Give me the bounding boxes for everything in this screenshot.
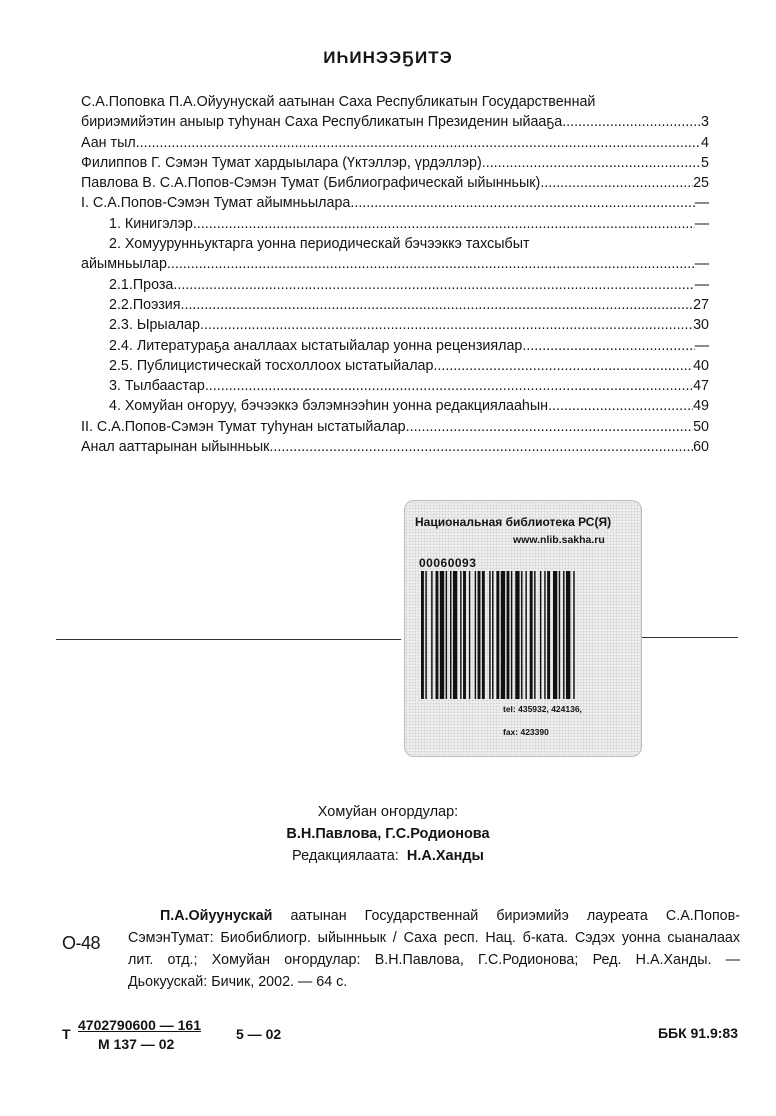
- barcode-bar: [511, 571, 512, 699]
- imprint-denominator: М 137 — 02: [98, 1036, 175, 1052]
- compilers-names: [0, 826, 776, 842]
- barcode-bar: [525, 571, 526, 699]
- barcode-bar: [559, 571, 560, 699]
- barcode-bar: [460, 571, 461, 699]
- dot-leader: [167, 254, 695, 274]
- barcode-bar: [540, 571, 541, 699]
- toc-page-number: 25: [693, 175, 709, 192]
- dot-leader: [482, 153, 701, 173]
- library-fax: fax: 423390: [503, 727, 549, 737]
- barcode-bar: [463, 571, 466, 699]
- toc-entry-label: Анал ааттарынан ыйынньык: [81, 439, 270, 456]
- record-text: аатынан Государственнай бириэмийэ лауреата С.А.Попов-СэмэнТумат: Биобиблиогр. ыйынньык / Саха респ. Нац. б-ката. Сэдэх уонна сыаналаах лит. отд.; Хомуйан оҥордулар: В.Н.Павлова, Г.С.Родионова; Ред. Н.А.Ханды. — Дьокуускай: Бичик, 2002. — 64 с.: [128, 908, 740, 990]
- barcode-bar: [507, 571, 510, 699]
- barcode-bar: [530, 571, 533, 699]
- toc-page-number: 50: [693, 418, 709, 435]
- dot-leader: [205, 376, 693, 396]
- dot-leader: [136, 133, 701, 153]
- record-author: П.А.Ойуунускай: [160, 908, 273, 924]
- barcode-bar: [425, 571, 426, 699]
- barcode-bar: [482, 571, 485, 699]
- toc-entry-periodicals: [81, 254, 709, 274]
- barcode-bar: [475, 571, 476, 699]
- table-of-contents: [81, 92, 709, 457]
- barcode-bar: [501, 571, 505, 699]
- bibliographic-record: [128, 905, 740, 993]
- toc-page-number: 47: [693, 378, 709, 395]
- toc-page-number: 40: [693, 357, 709, 374]
- barcode-bar: [421, 571, 424, 699]
- barcode-bar: [431, 571, 432, 699]
- bbk-classification: ББК 91.9:83: [657, 1025, 738, 1041]
- toc-entry-label: Аан тыл: [81, 134, 136, 151]
- dot-leader: [173, 275, 694, 295]
- toc-entry-label: 2.3. Ырыалар: [109, 317, 200, 334]
- barcode-bar: [478, 571, 481, 699]
- barcode-bar: [515, 571, 519, 699]
- toc-entry-poetry: [81, 295, 709, 315]
- toc-page-number: 3: [701, 114, 709, 131]
- barcode-bar: [489, 571, 490, 699]
- dot-leader: [548, 396, 693, 416]
- barcode-bar: [496, 571, 499, 699]
- toc-entry-editing: [81, 396, 709, 416]
- editor-line: [0, 848, 776, 864]
- toc-entry-label: 2.1.Проза: [109, 276, 174, 293]
- toc-entry-section-1: [81, 193, 709, 213]
- barcode-bar: [440, 571, 444, 699]
- barcode-bar: [534, 571, 535, 699]
- barcode-bar: [436, 571, 439, 699]
- barcode-bar: [544, 571, 545, 699]
- barcode-bar: [492, 571, 493, 699]
- toc-page-number: —: [694, 337, 709, 354]
- divider-right: [642, 637, 738, 638]
- toc-intro-line-1: С.А.Поповка П.А.Ойуунускай аатынан Саха Республикатын Государственнай: [81, 94, 596, 110]
- barcode-bar: [469, 571, 470, 699]
- toc-entry-prose: [81, 275, 709, 295]
- toc-entry-label: Павлова В. С.А.Попов-Сэмэн Тумат (Библиографическай ыйынньык): [81, 175, 541, 192]
- contents-heading: ИҺИНЭЭҔИТЭ: [323, 48, 453, 67]
- catalog-code: О-48: [62, 933, 101, 953]
- imprint-numerator: 4702790600 — 161: [78, 1017, 201, 1033]
- toc-entry-label: II. С.А.Попов-Сэмэн Тумат туһунан ыстатыйалар: [81, 418, 406, 435]
- toc-page-number: 27: [693, 296, 709, 313]
- toc-entry-label: 4. Хомуйан оҥоруу, бэчээккэ бэлэмнээһин уонна редакциялааһын: [109, 398, 549, 415]
- editor-name: Н.А.Ханды: [406, 848, 484, 864]
- imprint-letter: Т: [62, 1026, 71, 1042]
- toc-entry-label: 3. Тылбаастар: [109, 378, 205, 395]
- toc-entry-songs: [81, 315, 709, 335]
- dot-leader: [433, 356, 693, 376]
- toc-entry-books: [81, 214, 709, 234]
- toc-page-number: 30: [693, 317, 709, 334]
- toc-entry-filippov: [81, 153, 709, 173]
- compilers-label: Хомуйан оҥордулар:: [317, 804, 459, 820]
- barcode-number: 00060093: [419, 556, 477, 570]
- toc-page-number: —: [694, 215, 709, 232]
- toc-entry-label: 2.2.Поэзия: [109, 296, 181, 313]
- library-barcode-sticker: [404, 500, 642, 757]
- barcode-bar: [450, 571, 451, 699]
- toc-entry-label: I. С.А.Попов-Сэмэн Тумат айымньылара: [81, 195, 351, 212]
- toc-entry-literary-articles: [81, 336, 709, 356]
- library-name: Национальная библиотека РС(Я): [415, 515, 612, 529]
- toc-entry-label: 2.5. Публицистическай тосхоллоох ыстатыйалар: [109, 357, 434, 374]
- dot-leader: [269, 437, 693, 457]
- toc-page-number: —: [694, 276, 709, 293]
- dot-leader: [200, 315, 693, 335]
- imprint-tail: 5 — 02: [236, 1026, 282, 1042]
- barcode-bar: [553, 571, 557, 699]
- toc-entry-name-index: [81, 437, 709, 457]
- dot-leader: [522, 336, 694, 356]
- toc-intro-line-2: бириэмийэтин аныыр туһунан Саха Республикатын Президенин ыйааҕа: [81, 114, 563, 131]
- toc-entry-preface: [81, 133, 709, 153]
- toc-entry-periodicals-line-1: 2. Хомуурунньуктарга уонна периодическай бэчээккэ тахсыбыт: [109, 236, 530, 253]
- divider-left: [56, 639, 401, 640]
- barcode-bar: [547, 571, 550, 699]
- toc-entry-section-2: [81, 417, 709, 437]
- toc-entry-journalism: [81, 356, 709, 376]
- toc-entry-label: айымньылар: [81, 256, 167, 273]
- toc-entry-label: 2.4. Литератураҕа аналлаах ыстатыйалар уонна рецензиялар: [109, 337, 523, 354]
- dot-leader: [181, 295, 694, 315]
- library-url: www.nlib.sakha.ru: [513, 534, 605, 546]
- toc-page-number: 60: [693, 439, 709, 456]
- barcode-bar: [573, 571, 574, 699]
- barcode-bar: [563, 571, 564, 699]
- dot-leader: [406, 417, 693, 437]
- barcode-bar: [566, 571, 570, 699]
- toc-entry-translations: [81, 376, 709, 396]
- dot-leader: [350, 193, 694, 213]
- dot-leader: [193, 214, 695, 234]
- barcode-bar: [521, 571, 522, 699]
- compilers-value: В.Н.Павлова, Г.С.Родионова: [286, 826, 490, 842]
- toc-entry-label: Филиппов Г. Сэмэн Тумат хардыылара (Үктэллэр, үрдэллэр): [81, 154, 482, 171]
- barcode-bar: [453, 571, 457, 699]
- toc-page-number: 49: [693, 398, 709, 415]
- barcode-bar: [446, 571, 447, 699]
- barcode: [421, 571, 617, 699]
- toc-page-number: 4: [701, 134, 709, 151]
- toc-page-number: 5: [701, 154, 709, 171]
- toc-entry-pavlova: [81, 173, 709, 193]
- toc-intro-entry: [81, 112, 709, 132]
- library-phone: tel: 435932, 424136,: [503, 704, 582, 714]
- dot-leader: [562, 112, 701, 132]
- toc-page-number: —: [694, 256, 709, 273]
- dot-leader: [540, 173, 693, 193]
- toc-entry-label: 1. Кинигэлэр: [109, 215, 193, 232]
- toc-page-number: —: [694, 195, 709, 212]
- editor-label: Редакциялаата:: [292, 848, 399, 864]
